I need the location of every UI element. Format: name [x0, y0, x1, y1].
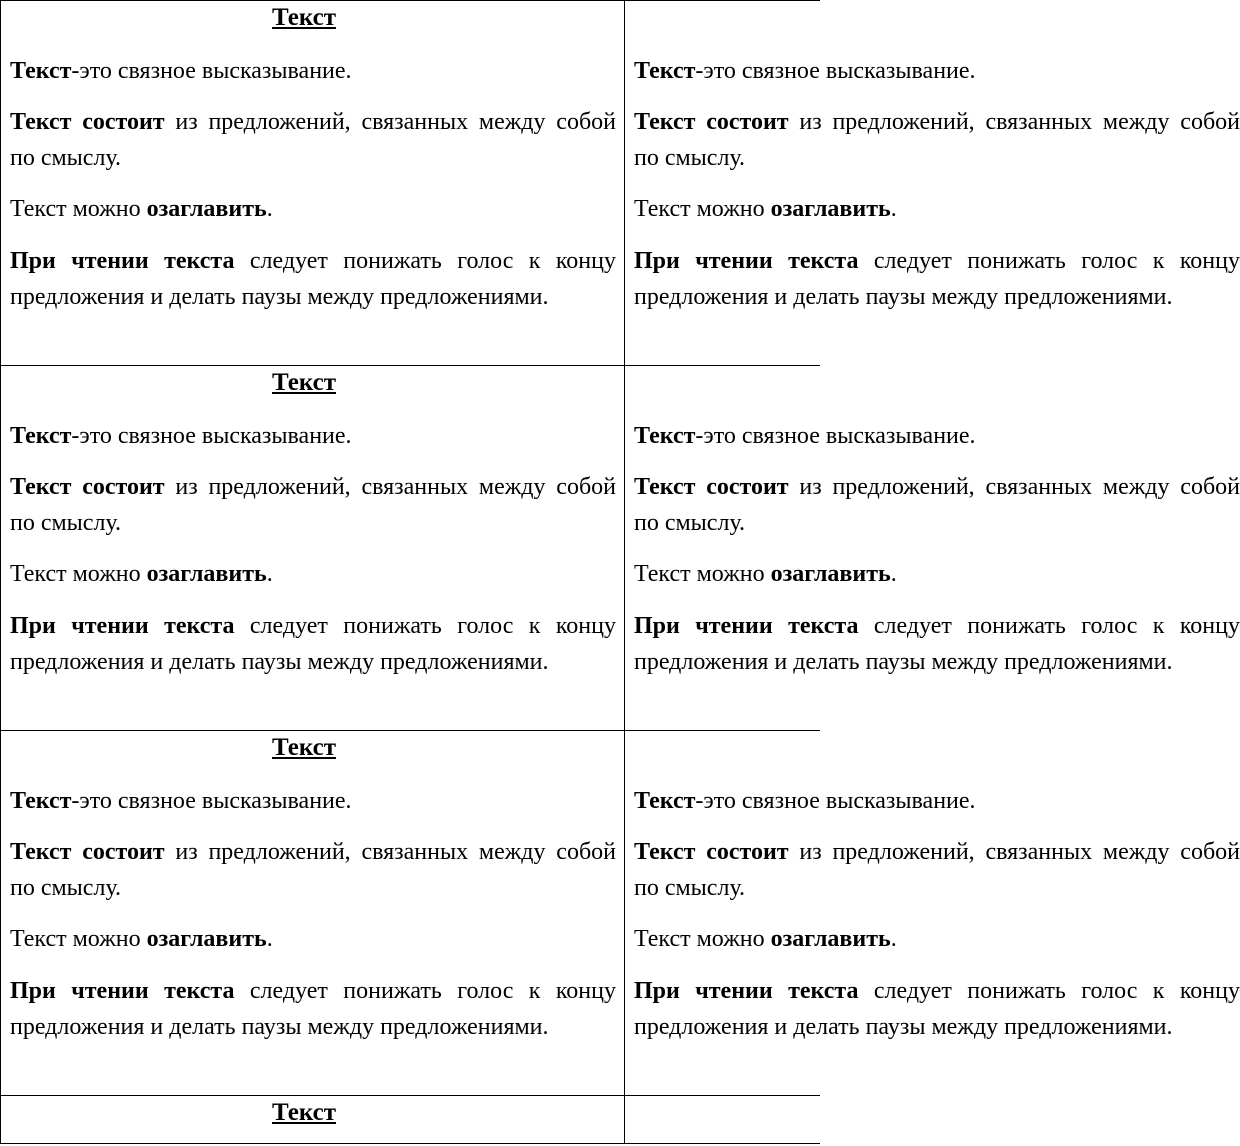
paragraph-reading-rule [634, 243, 1240, 315]
table-cell-left [1, 1096, 615, 1143]
bold-term: При чтении текста [634, 248, 859, 274]
bold-term: озаглавить [770, 196, 891, 222]
bold-term: При чтении текста [10, 248, 235, 274]
bold-term: озаглавить [146, 561, 267, 587]
paragraph-text: из предложений, связанных между собой по смыслу. [10, 109, 616, 171]
paragraph-text: Текст можно [634, 926, 771, 952]
paragraph-text: следует понижать голос к концу предложения и делать паузы между предложениями. [634, 978, 1240, 1040]
paragraph-title-rule [634, 191, 1240, 227]
bold-term: озаглавить [146, 196, 267, 222]
paragraph-text: . [890, 926, 897, 952]
table-cell-right [625, 366, 1240, 730]
paragraph-text: из предложений, связанных между собой по смыслу. [634, 109, 1240, 171]
cell-title: Текст [272, 4, 336, 31]
paragraph-text: из предложений, связанных между собой по смыслу. [634, 474, 1240, 536]
bold-term: Текст состоит [634, 109, 789, 135]
paragraph-text: из предложений, связанных между собой по смыслу. [634, 839, 1240, 901]
paragraph-structure [634, 104, 1240, 176]
paragraph-text: . [266, 926, 273, 952]
paragraph-title-rule [10, 556, 616, 592]
bold-term: При чтении текста [634, 978, 859, 1004]
paragraph-text: Текст можно [10, 196, 147, 222]
paragraph-text: из предложений, связанных между собой по смыслу. [10, 474, 616, 536]
paragraph-text: -это связное высказывание. [71, 423, 352, 449]
table-cell-left [1, 731, 615, 1095]
bold-term: озаглавить [770, 561, 891, 587]
paragraph-structure [10, 469, 616, 541]
paragraph-title-rule [634, 921, 1240, 957]
bold-term: Текст состоит [10, 474, 165, 500]
paragraph-text: Текст можно [10, 561, 147, 587]
paragraph-reading-rule [634, 608, 1240, 680]
paragraph-structure [634, 834, 1240, 906]
bold-term: озаглавить [770, 926, 891, 952]
paragraph-definition [634, 783, 1240, 819]
cell-title: Текст [272, 369, 336, 396]
bold-term: Текст состоит [634, 474, 789, 500]
bold-term: Текст [634, 788, 696, 814]
table-cell-left [1, 366, 615, 730]
paragraph-definition [10, 53, 616, 89]
bold-term: Текст [10, 58, 72, 84]
paragraph-definition [10, 783, 616, 819]
paragraph-text: . [890, 196, 897, 222]
paragraph-reading-rule [10, 243, 616, 315]
table-cell-right [625, 1, 1240, 365]
bold-term: При чтении текста [10, 978, 235, 1004]
paragraph-text: -это связное высказывание. [695, 423, 976, 449]
bold-term: Текст состоит [10, 839, 165, 865]
paragraph-text: Текст можно [634, 561, 771, 587]
paragraph-text: . [266, 196, 273, 222]
paragraph-reading-rule [634, 973, 1240, 1045]
paragraph-text: . [266, 561, 273, 587]
bold-term: Текст [10, 423, 72, 449]
paragraph-reading-rule [10, 608, 616, 680]
paragraph-text: -это связное высказывание. [71, 58, 352, 84]
paragraph-structure [634, 469, 1240, 541]
paragraph-text: Текст можно [634, 196, 771, 222]
paragraph-structure [10, 834, 616, 906]
bold-term: Текст состоит [634, 839, 789, 865]
cell-title: Текст [272, 734, 336, 761]
paragraph-title-rule [10, 921, 616, 957]
table-cell-right [625, 731, 1240, 1095]
paragraph-text: . [890, 561, 897, 587]
bold-term: Текст [634, 58, 696, 84]
bold-term: Текст [634, 423, 696, 449]
bold-term: озаглавить [146, 926, 267, 952]
paragraph-definition [634, 418, 1240, 454]
paragraph-text: из предложений, связанных между собой по смыслу. [10, 839, 616, 901]
paragraph-text: -это связное высказывание. [71, 788, 352, 814]
paragraph-title-rule [10, 191, 616, 227]
paragraph-definition [10, 418, 616, 454]
paragraph-definition [634, 53, 1240, 89]
table-cell-left [1, 1, 615, 365]
paragraph-text: следует понижать голос к концу предложения и делать паузы между предложениями. [634, 248, 1240, 310]
paragraph-reading-rule [10, 973, 616, 1045]
paragraph-text: -это связное высказывание. [695, 58, 976, 84]
bold-term: При чтении текста [10, 613, 235, 639]
paragraph-text: -это связное высказывание. [695, 788, 976, 814]
table-border-bottom [0, 1143, 820, 1144]
paragraph-text: следует понижать голос к концу предложения и делать паузы между предложениями. [10, 613, 616, 675]
bold-term: Текст [10, 788, 72, 814]
paragraph-text: следует понижать голос к концу предложения и делать паузы между предложениями. [634, 613, 1240, 675]
bold-term: Текст состоит [10, 109, 165, 135]
paragraph-structure [10, 104, 616, 176]
paragraph-title-rule [634, 556, 1240, 592]
bold-term: При чтении текста [634, 613, 859, 639]
paragraph-text: Текст можно [10, 926, 147, 952]
paragraph-text: следует понижать голос к концу предложения и делать паузы между предложениями. [10, 248, 616, 310]
paragraph-text: следует понижать голос к концу предложения и делать паузы между предложениями. [10, 978, 616, 1040]
cell-title: Текст [272, 1099, 336, 1126]
